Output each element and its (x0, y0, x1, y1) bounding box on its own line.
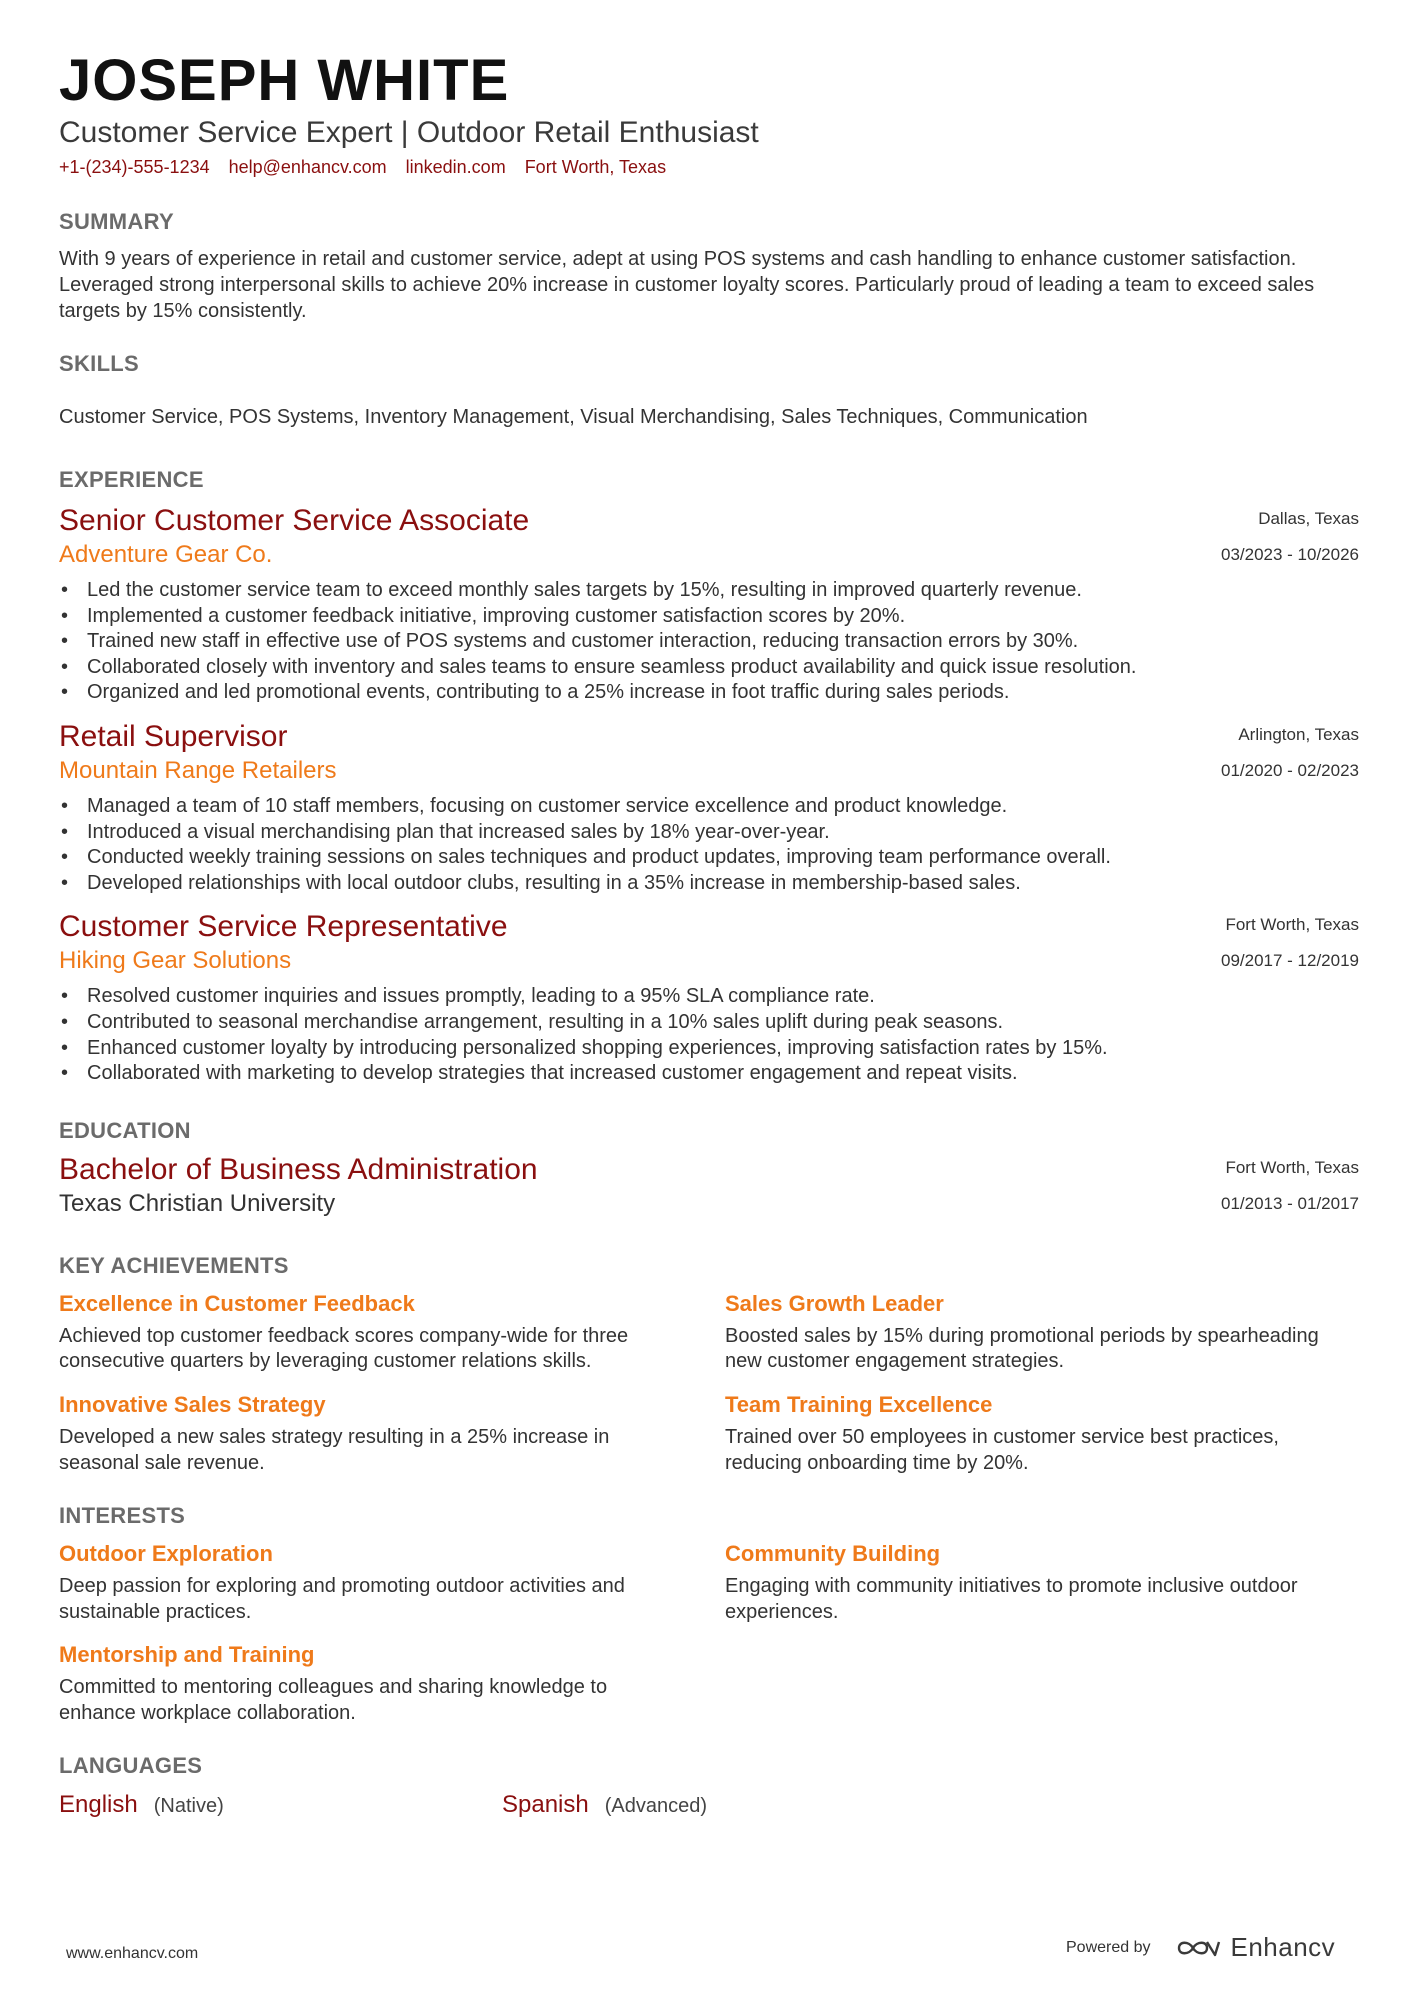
job-location: Fort Worth, Texas (1225, 915, 1359, 935)
interest-item (725, 1540, 1359, 1625)
interests-grid (59, 1540, 1359, 1726)
job-bullets (59, 794, 1359, 896)
summary-heading: SUMMARY (59, 209, 174, 234)
job-bullet: • Enhanced customer loyalty by introducing personalized shopping experiences, improving satisfaction rates by 15%. (59, 1036, 1359, 1062)
language-level: (Advanced) (604, 1795, 708, 1818)
experience-entry (59, 908, 1359, 1086)
interest-title: Mentorship and Training (59, 1642, 315, 1668)
job-bullets (59, 578, 1359, 706)
achievements-grid (59, 1290, 1359, 1476)
job-dates: 03/2023 - 10/2026 (1220, 545, 1359, 564)
job-bullet: • Conducted weekly training sessions on sales techniques and product updates, improving team performance overall. (59, 845, 1359, 871)
skills-text: Customer Service, POS Systems, Inventory Management, Visual Merchandising, Sales Techniques, Communication (59, 406, 1088, 428)
powered-by-label: Powered by (1066, 1938, 1151, 1956)
job-title: Customer Service Representative (59, 910, 508, 944)
job-bullet: • Developed relationships with local outdoor clubs, resulting in a 35% increase in membership-based sales. (59, 871, 1359, 897)
interest-desc: Engaging with community initiatives to promote inclusive outdoor experiences. (725, 1575, 1298, 1623)
enhancv-brand-name[interactable]: Enhancv (1230, 1932, 1336, 1962)
job-bullet: • Collaborated closely with inventory and sales teams to ensure seamless product availability and quick issue resolution. (59, 655, 1359, 681)
achievement-item (59, 1391, 725, 1476)
interest-desc: Committed to mentoring colleagues and sharing knowledge to enhance workplace collaboration. (59, 1676, 608, 1724)
job-bullet: • Resolved customer inquiries and issues promptly, leading to a 95% SLA compliance rate. (59, 984, 1359, 1010)
job-bullet: • Implemented a customer feedback initiative, improving customer satisfaction scores by 20%. (59, 604, 1359, 630)
experience-entry (59, 502, 1359, 706)
job-location: Arlington, Texas (1238, 724, 1359, 744)
education-heading: EDUCATION (59, 1117, 191, 1143)
achievements-heading: KEY ACHIEVEMENTS (59, 1252, 289, 1278)
resume-page (59, 48, 1359, 1820)
interest-desc: Deep passion for exploring and promoting outdoor activities and sustainable practices. (59, 1575, 625, 1623)
job-title: Senior Customer Service Associate (59, 504, 530, 537)
job-bullet: • Managed a team of 10 staff members, focusing on customer service excellence and product knowledge. (59, 794, 1359, 820)
interest-title: Outdoor Exploration (59, 1541, 273, 1567)
achievement-desc: Trained over 50 employees in customer service best practices, reducing onboarding time by 20%. (725, 1425, 1279, 1474)
contact-phone[interactable]: +1-(234)-555-1234 (59, 157, 210, 177)
language-item (59, 1790, 502, 1820)
languages-heading: LANGUAGES (59, 1753, 203, 1779)
achievement-item (725, 1391, 1359, 1476)
education-entry (59, 1151, 1359, 1222)
footer-website[interactable]: www.enhancv.com (66, 1945, 199, 1962)
achievement-title: Team Training Excellence (725, 1391, 993, 1417)
achievement-item (59, 1290, 725, 1375)
skills-heading: SKILLS (59, 351, 140, 376)
education-location: Fort Worth, Texas (1225, 1157, 1359, 1177)
enhancv-logo-icon (1175, 1935, 1221, 1961)
languages-row (59, 1790, 1359, 1820)
job-company: Hiking Gear Solutions (59, 947, 292, 975)
interest-title: Community Building (725, 1541, 941, 1567)
experience-heading: EXPERIENCE (59, 467, 204, 492)
job-bullets (59, 984, 1359, 1086)
interests-heading: INTERESTS (59, 1503, 186, 1529)
summary-text: With 9 years of experience in retail and customer service, adept at using POS systems and cash handling to enhance customer satisfaction. Leveraged strong interpersonal skills to achieve 20% increase in customer loyalty scores. Particularly proud of leading a team to exceed sales targets by 15% consistently. (59, 248, 1315, 322)
contact-email[interactable]: help@enhancv.com (228, 157, 387, 177)
school-name: Texas Christian University (59, 1189, 336, 1217)
interest-item (59, 1540, 725, 1625)
achievement-item (725, 1290, 1359, 1375)
language-name: Spanish (502, 1791, 589, 1819)
job-bullet: • Trained new staff in effective use of POS systems and customer interaction, reducing transaction errors by 30%. (59, 629, 1359, 655)
candidate-headline: Customer Service Expert | Outdoor Retail Enthusiast (59, 116, 759, 149)
language-level: (Native) (153, 1795, 224, 1818)
contact-linkedin[interactable]: linkedin.com (405, 157, 506, 177)
job-title: Retail Supervisor (59, 719, 288, 753)
footer-branding (1066, 1932, 1335, 1963)
job-bullet: • Collaborated with marketing to develop strategies that increased customer engagement and repeat visits. (59, 1061, 1359, 1087)
language-item (502, 1790, 945, 1820)
job-bullet: • Organized and led promotional events, contributing to a 25% increase in foot traffic during sales periods. (59, 680, 1359, 706)
job-company: Mountain Range Retailers (59, 756, 337, 784)
achievement-desc: Boosted sales by 15% during promotional periods by spearheading new customer engagement strategies. (725, 1324, 1319, 1373)
achievement-desc: Developed a new sales strategy resulting in a 25% increase in seasonal sale revenue. (59, 1425, 610, 1474)
contact-row (59, 156, 1359, 178)
degree-title: Bachelor of Business Administration (59, 1152, 538, 1186)
candidate-name: JOSEPH WHITE (59, 48, 510, 113)
job-dates: 09/2017 - 12/2019 (1220, 951, 1359, 971)
contact-location: Fort Worth, Texas (524, 157, 667, 177)
job-company: Adventure Gear Co. (59, 541, 273, 568)
job-dates: 01/2020 - 02/2023 (1220, 760, 1359, 780)
achievement-title: Innovative Sales Strategy (59, 1391, 326, 1417)
job-location: Dallas, Texas (1258, 509, 1359, 528)
achievement-title: Sales Growth Leader (725, 1290, 944, 1316)
achievement-desc: Achieved top customer feedback scores company-wide for three consecutive quarters by leveraging customer relations skills. (59, 1324, 629, 1373)
interest-item (59, 1641, 725, 1726)
language-name: English (59, 1791, 138, 1819)
job-bullet: • Led the customer service team to exceed monthly sales targets by 15%, resulting in improved quarterly revenue. (59, 578, 1359, 604)
experience-entry (59, 718, 1359, 896)
achievement-title: Excellence in Customer Feedback (59, 1290, 415, 1316)
resume-header (59, 48, 1359, 178)
education-dates: 01/2013 - 01/2017 (1220, 1193, 1359, 1213)
job-bullet: • Introduced a visual merchandising plan that increased sales by 18% year-over-year. (59, 820, 1359, 846)
job-bullet: • Contributed to seasonal merchandise arrangement, resulting in a 10% sales uplift during peak seasons. (59, 1010, 1359, 1036)
